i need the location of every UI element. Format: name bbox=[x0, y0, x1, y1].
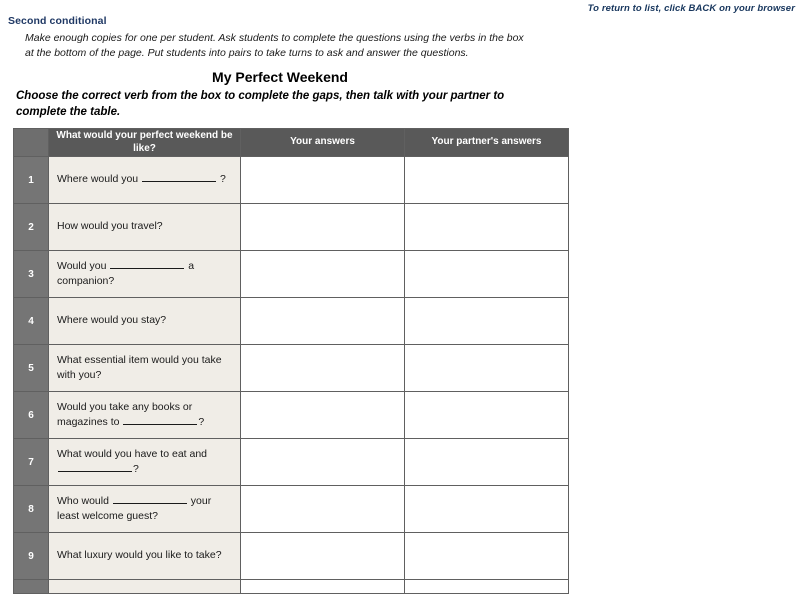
task-instruction: Choose the correct verb from the box to complete the gaps, then talk with your partner to complete the table. bbox=[16, 90, 505, 119]
your-answer-cell[interactable] bbox=[241, 486, 405, 533]
column-header-your-answers: Your answers bbox=[241, 129, 405, 157]
grammar-topic-kicker: Second conditional bbox=[8, 15, 107, 27]
row-number-cell: 8 bbox=[14, 486, 49, 533]
question-text: ? bbox=[198, 416, 205, 428]
partner-answer-cell[interactable] bbox=[405, 486, 569, 533]
question-cell bbox=[49, 204, 241, 251]
your-answer-cell[interactable] bbox=[241, 439, 405, 486]
question-cell bbox=[49, 486, 241, 533]
question-cell bbox=[49, 392, 241, 439]
partner-answer-cell[interactable] bbox=[405, 392, 569, 439]
partner-answer-cell[interactable] bbox=[405, 251, 569, 298]
table-row bbox=[14, 439, 569, 486]
table-row bbox=[14, 533, 569, 580]
table-row bbox=[14, 157, 569, 204]
gap-fill-blank[interactable] bbox=[110, 259, 184, 269]
question-text: What essential item would you take with you? bbox=[57, 353, 222, 381]
question-text: your least welcome guest? bbox=[57, 494, 212, 522]
your-answer-cell[interactable] bbox=[241, 251, 405, 298]
worksheet-table-container bbox=[13, 128, 568, 594]
row-number-cell: 4 bbox=[14, 298, 49, 345]
table-row bbox=[14, 345, 569, 392]
partner-answer-cell[interactable] bbox=[405, 298, 569, 345]
partner-answer-cell[interactable] bbox=[405, 580, 569, 594]
question-text: Where would you bbox=[57, 173, 142, 186]
question-cell bbox=[49, 298, 241, 345]
question-text: Would you take any books or magazines to bbox=[57, 400, 193, 428]
question-cell bbox=[49, 345, 241, 392]
your-answer-cell[interactable] bbox=[241, 157, 405, 204]
partner-answer-cell[interactable] bbox=[405, 533, 569, 580]
row-number-cell: 5 bbox=[14, 345, 49, 392]
question-text: a companion? bbox=[57, 259, 195, 287]
question-cell bbox=[49, 157, 241, 204]
row-number-cell: 7 bbox=[14, 439, 49, 486]
gap-fill-blank[interactable] bbox=[123, 415, 197, 425]
column-header-number bbox=[14, 129, 49, 157]
question-text: Where would you stay? bbox=[57, 314, 167, 327]
table-header bbox=[14, 129, 569, 157]
table-row bbox=[14, 580, 569, 594]
your-answer-cell[interactable] bbox=[241, 392, 405, 439]
table-row bbox=[14, 298, 569, 345]
question-text: How would you travel? bbox=[57, 220, 163, 233]
your-answer-cell[interactable] bbox=[241, 580, 405, 594]
table-row bbox=[14, 204, 569, 251]
row-number-cell bbox=[14, 580, 49, 594]
row-number-cell: 6 bbox=[14, 392, 49, 439]
column-header-question: What would your perfect weekend be like? bbox=[49, 129, 241, 157]
question-text: ? bbox=[217, 173, 226, 186]
row-number-cell: 3 bbox=[14, 251, 49, 298]
return-to-list-note: To return to list, click BACK on your browser bbox=[587, 3, 795, 14]
question-text: What luxury would you like to take? bbox=[57, 549, 222, 562]
partner-answer-cell[interactable] bbox=[405, 157, 569, 204]
gap-fill-blank[interactable] bbox=[113, 494, 187, 504]
partner-answer-cell[interactable] bbox=[405, 345, 569, 392]
question-text: Would you bbox=[57, 259, 110, 272]
teacher-notes: Make enough copies for one per student. Ask students to complete the questions using the verbs in the box at the bottom of the page. Put students into pairs to take turns to ask and answer the questions. bbox=[25, 32, 524, 59]
row-number-cell: 2 bbox=[14, 204, 49, 251]
your-answer-cell[interactable] bbox=[241, 204, 405, 251]
page-title: My Perfect Weekend bbox=[212, 69, 348, 85]
question-text: Who would bbox=[57, 494, 112, 507]
partner-answer-cell[interactable] bbox=[405, 204, 569, 251]
your-answer-cell[interactable] bbox=[241, 298, 405, 345]
table-row bbox=[14, 486, 569, 533]
table-row bbox=[14, 392, 569, 439]
question-cell bbox=[49, 580, 241, 594]
column-header-partner-answers: Your partner's answers bbox=[405, 129, 569, 157]
row-number-cell: 9 bbox=[14, 533, 49, 580]
question-cell bbox=[49, 439, 241, 486]
your-answer-cell[interactable] bbox=[241, 533, 405, 580]
partner-answer-cell[interactable] bbox=[405, 439, 569, 486]
table-body bbox=[14, 157, 569, 594]
worksheet-table bbox=[13, 128, 569, 594]
question-cell bbox=[49, 251, 241, 298]
row-number-cell: 1 bbox=[14, 157, 49, 204]
table-header-row bbox=[14, 129, 569, 157]
question-text: What would you have to eat and bbox=[57, 447, 208, 460]
gap-fill-blank[interactable] bbox=[142, 173, 216, 183]
table-row bbox=[14, 251, 569, 298]
question-cell bbox=[49, 533, 241, 580]
your-answer-cell[interactable] bbox=[241, 345, 405, 392]
gap-fill-blank[interactable] bbox=[58, 462, 132, 472]
question-text: ? bbox=[133, 463, 139, 475]
